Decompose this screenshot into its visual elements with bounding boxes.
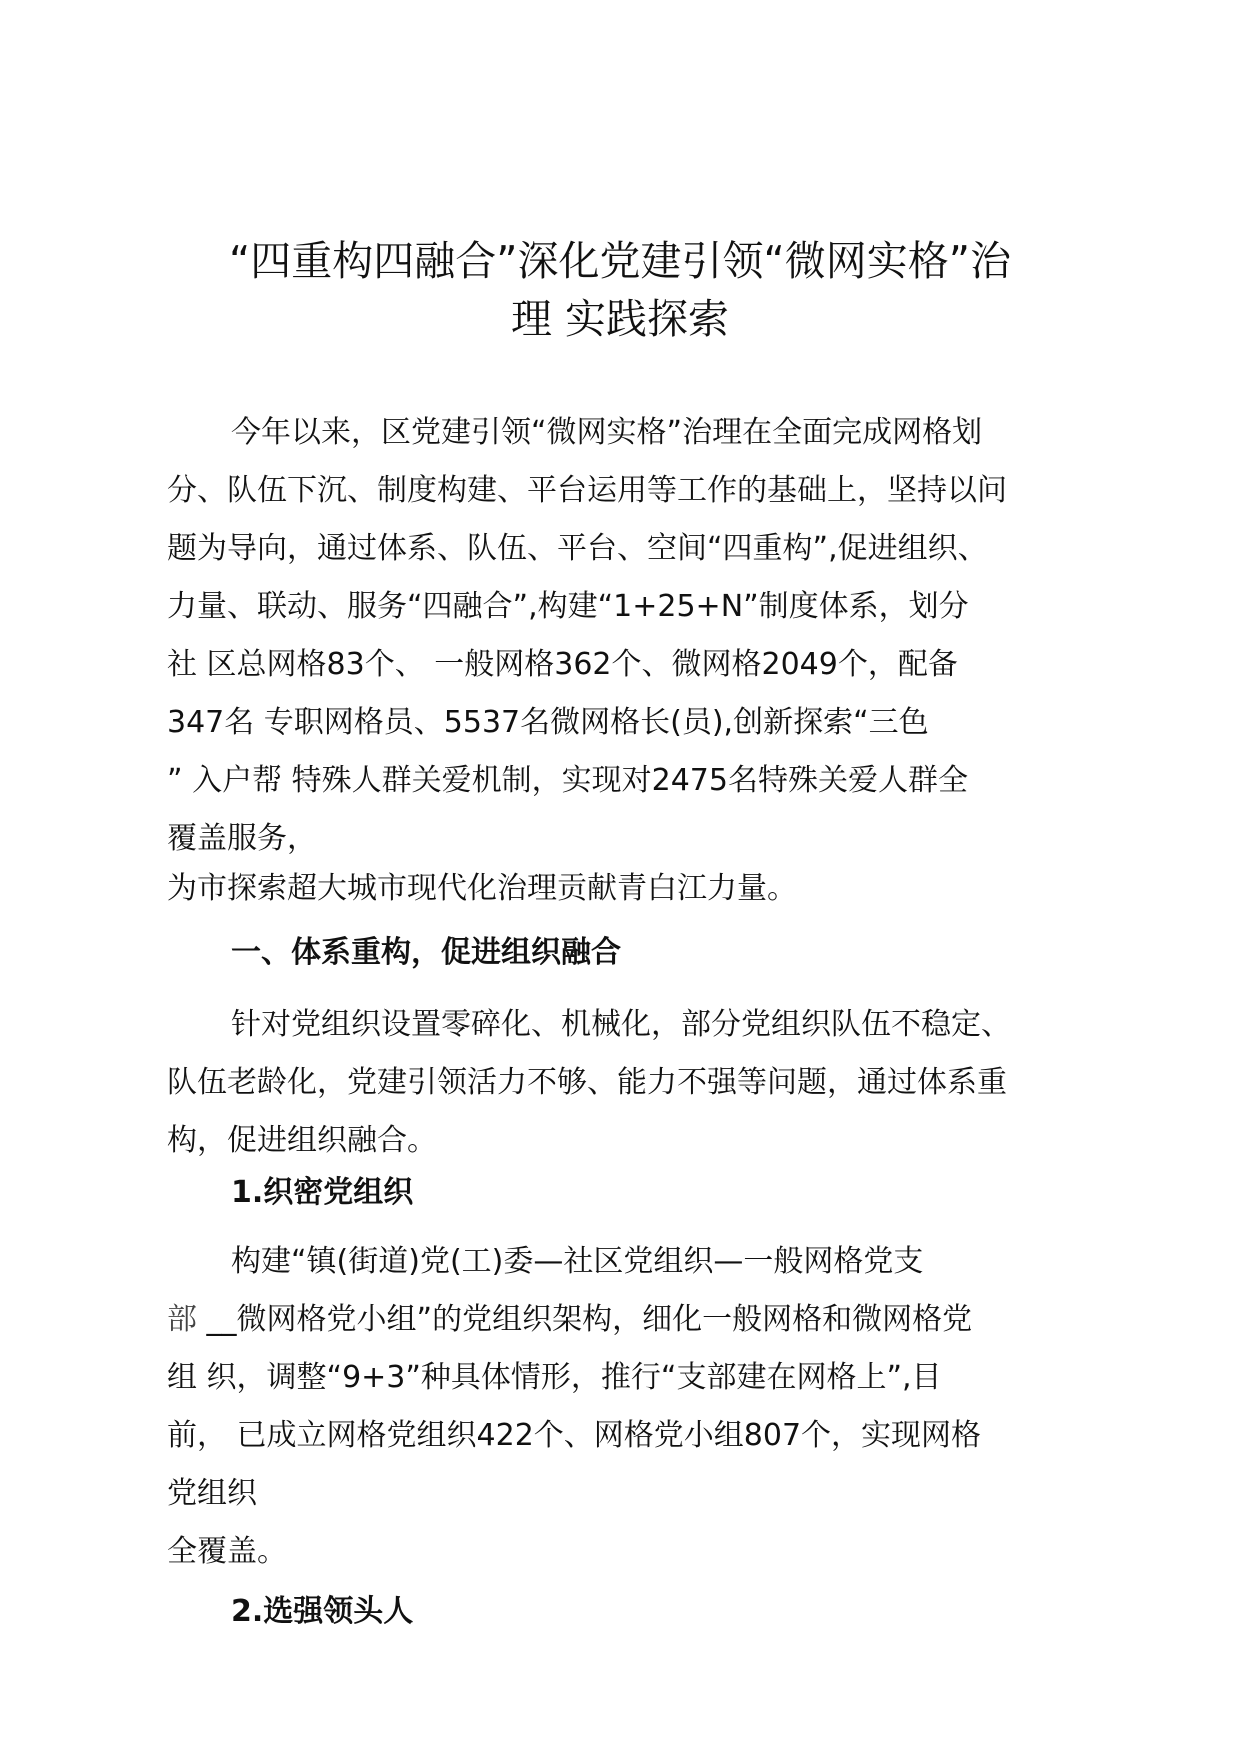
paragraph-line: 为市探索超大城市现代化治理贡献青白江力量。 — [167, 871, 797, 906]
paragraph-line: 分、队伍下沉、制度构建、平台运用等工作的基础上，坚持以问 — [167, 473, 1007, 508]
title-line-2: 理 实践探索 — [510, 295, 730, 343]
section1-paragraph — [167, 996, 1087, 1170]
paragraph-line: 力量、联动、服务“四融合”,构建“1+25+N”制度体系，划分 — [167, 589, 969, 624]
paragraph-line: 组 织，调整“9+3”种具体情形，推行“支部建在网格上”,目 — [167, 1360, 942, 1395]
paragraph-line — [167, 1291, 1087, 1349]
paragraph-line: 前， 已成立网格党组织422个、网格党小组807个，实现网格 — [167, 1418, 982, 1453]
paragraph-line: 队伍老龄化，党建引领活力不够、能力不强等问题，通过体系重 — [167, 1065, 1007, 1100]
title-line-1: “四重构四融合”深化党建引领“微网实格”治 — [229, 237, 1011, 285]
paragraph-line: 题为导向，通过体系、队伍、平台、空间“四重构”,促进组织、 — [167, 531, 988, 566]
paragraph-line: 覆盖服务， — [167, 821, 317, 856]
sub1-paragraph — [167, 1233, 1087, 1581]
paragraph-line: 今年以来，区党建引领“微网实格”治理在全面完成网格划 — [231, 415, 983, 450]
section-heading-1: 一、体系重构，促进组织融合 — [231, 935, 621, 970]
document-title — [150, 232, 1090, 348]
paragraph-line: ” 入户帮 特殊人群关爱机制，实现对2475名特殊关爱人群全 — [167, 763, 968, 798]
paragraph-line: 党组织 — [167, 1476, 257, 1511]
paragraph-line: 社 区总网格83个、 一般网格362个、微网格2049个，配备 — [167, 647, 958, 682]
subheading-1: 1.织密党组织 — [231, 1175, 414, 1210]
paragraph-line: 针对党组织设置零碎化、机械化，部分党组织队伍不稳定、 — [231, 1007, 1011, 1042]
paragraph-line: 全覆盖。 — [167, 1534, 287, 1569]
paragraph-line: 构建“镇(街道)党(工)委—社区党组织—一般网格党支 — [231, 1244, 924, 1279]
subheading-2: 2.选强领头人 — [231, 1594, 414, 1629]
paragraph-line: 构，促进组织融合。 — [167, 1123, 437, 1158]
line-prefix: 部 — [167, 1302, 207, 1337]
line-rest: __微网格党小组”的党组织架构，细化一般网格和微网格党 — [206, 1302, 973, 1337]
intro-paragraph — [167, 404, 1087, 918]
paragraph-line: 347名 专职网格员、5537名微网格长(员),创新探索“三色 — [167, 705, 929, 740]
